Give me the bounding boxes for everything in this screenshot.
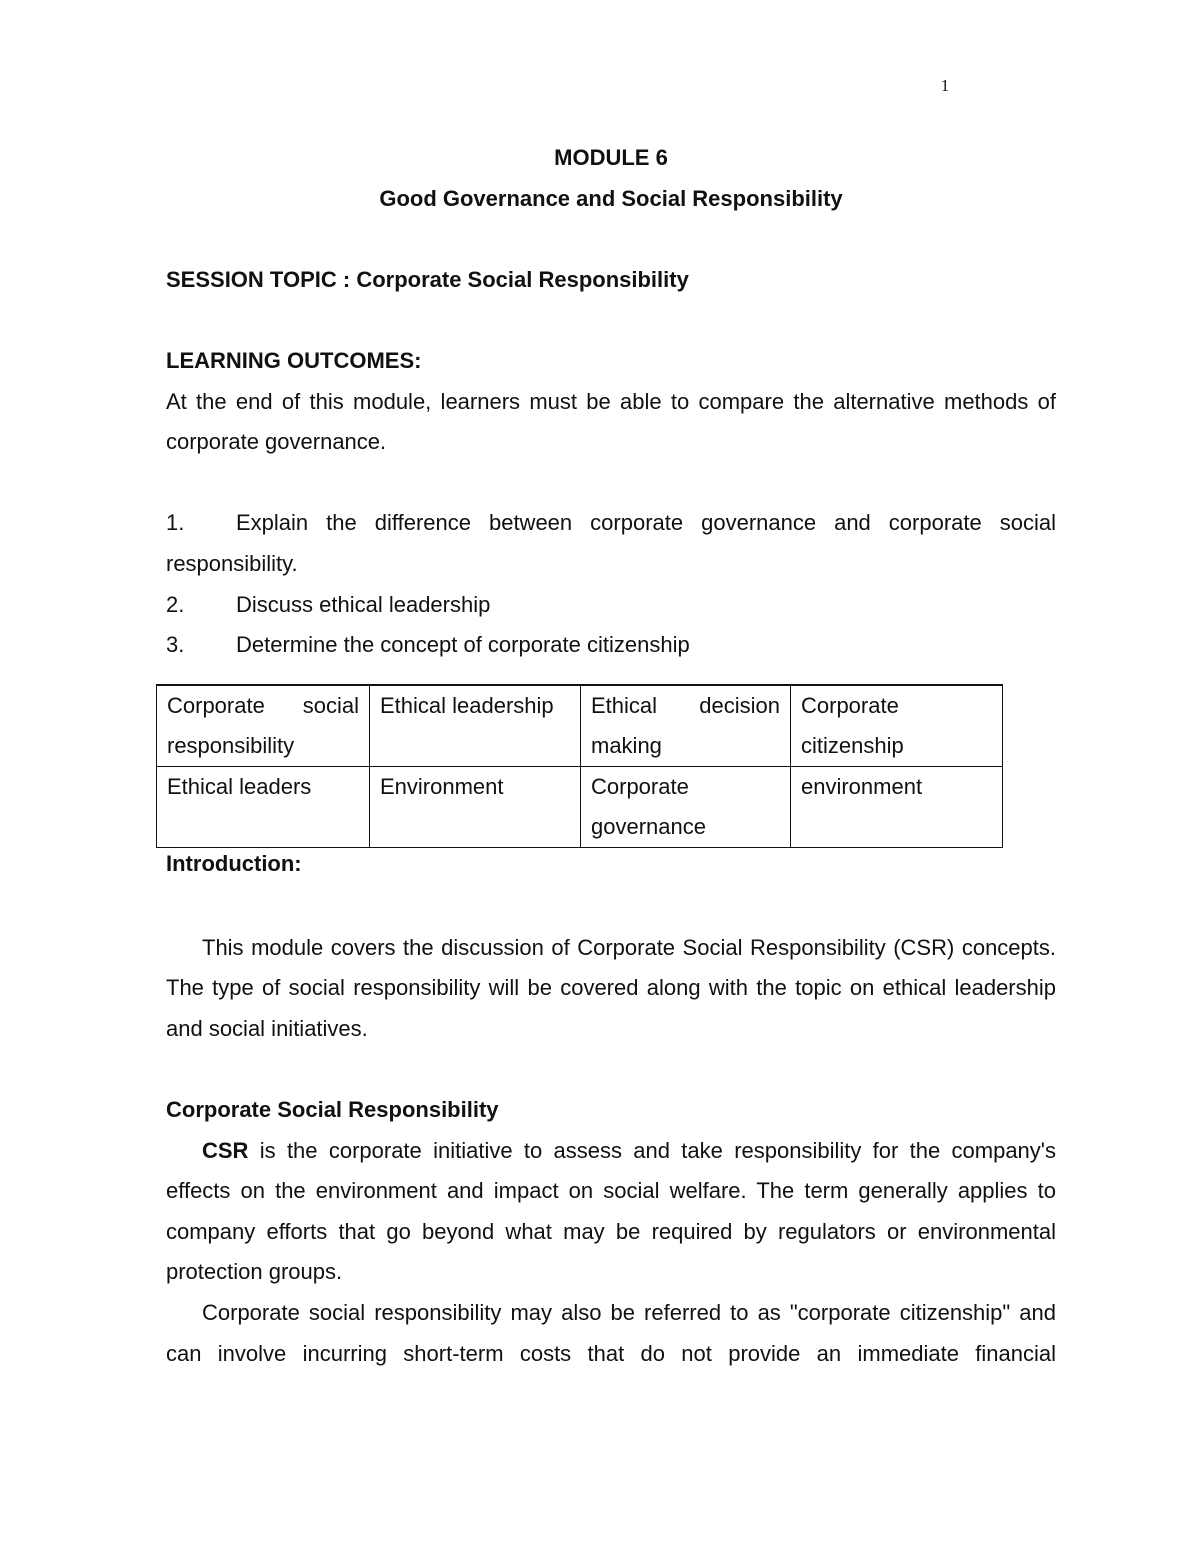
introduction-text: This module covers the discussion of Corporate Social Responsibility (CSR) concepts. The type of social responsibility will be covered along with the topic on ethical leadership and social initiatives. — [166, 934, 1056, 1041]
learning-outcomes-intro: At the end of this module, learners must be able to compare the alternative methods of corporate governance. — [166, 388, 1056, 455]
session-label: SESSION TOPIC : — [166, 266, 351, 292]
table-cell: Corporate social responsibility — [157, 685, 370, 767]
page-number: 1 — [940, 76, 950, 95]
module-subtitle: Good Governance and Social Responsibility — [379, 185, 843, 211]
session-topic — [166, 260, 1056, 301]
table-cell: Ethical leaders — [157, 766, 370, 847]
csr-heading: Corporate Social Responsibility — [166, 1097, 499, 1123]
introduction-heading: Introduction: — [166, 850, 302, 876]
outcome-number: 3. — [166, 632, 185, 658]
outcome-number: 1. — [166, 510, 185, 536]
table-cell: Environment — [370, 766, 581, 847]
table-cell: Ethical leadership — [370, 685, 581, 767]
outcome-text: Discuss ethical leadership — [236, 591, 491, 617]
outcome-text: Explain the difference between corporate governance and corporate social — [236, 510, 1056, 536]
table-row — [157, 685, 1003, 767]
table-cell: environment — [791, 766, 1003, 847]
table-cell: Corporate governance — [581, 766, 791, 847]
keywords-table — [156, 684, 1003, 848]
table-row — [157, 766, 1003, 847]
csr-term: CSR — [202, 1137, 249, 1163]
csr-definition: is the corporate initiative to assess and take responsibility for the company's effects on the environment and impact on social welfare. The term generally applies to company efforts that go beyond what may be required by regulators or environmental protection groups. — [166, 1137, 1056, 1285]
learning-outcomes-heading: LEARNING OUTCOMES: — [166, 347, 422, 373]
csr-paragraph-2: Corporate social responsibility may also be referred to as "corporate citizenship" and can involve incurring short-term costs that do not provide an immediate financial — [166, 1300, 1056, 1366]
csr-paragraph-1 — [166, 1131, 1056, 1293]
outcome-item-2 — [166, 585, 1056, 626]
table-cell: Ethical decision making — [581, 685, 791, 767]
outcome-number: 2. — [166, 591, 185, 617]
session-topic-text: Corporate Social Responsibility — [356, 266, 689, 292]
table-cell: Corporate citizenship — [791, 685, 1003, 767]
module-title: MODULE 6 — [554, 145, 668, 170]
outcome-item-3 — [166, 625, 1056, 666]
outcome-item-1 — [166, 503, 1056, 544]
outcome-text-continued: responsibility. — [166, 550, 298, 576]
outcome-text: Determine the concept of corporate citizenship — [236, 632, 690, 658]
document-body — [166, 138, 1056, 1374]
